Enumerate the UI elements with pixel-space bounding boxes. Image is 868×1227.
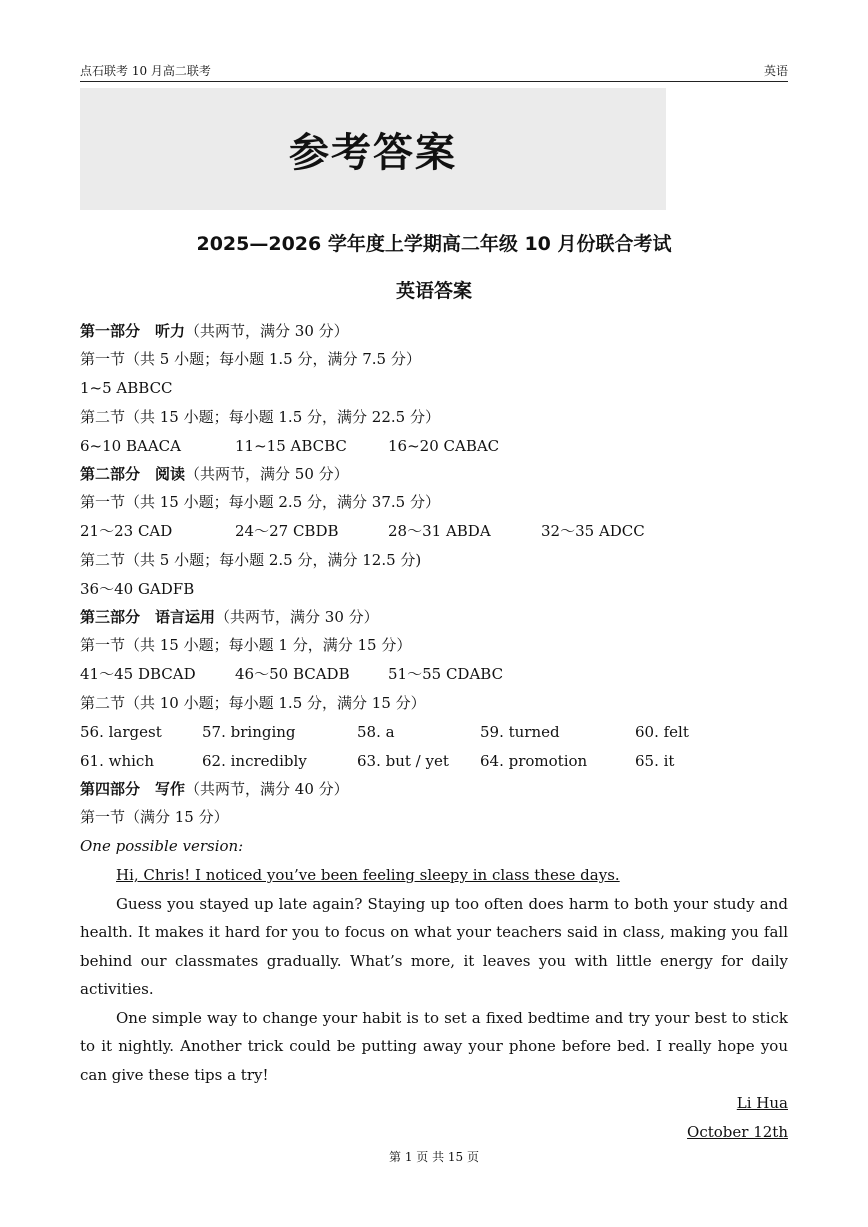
answer-group: 1~5 ABBCC xyxy=(80,379,173,397)
answer-group: 46～50 BCADB xyxy=(235,665,350,683)
answer-item: 58. a xyxy=(357,723,395,741)
part1-sec2-answers xyxy=(80,432,788,461)
answer-group: 32～35 ADCC xyxy=(541,522,645,540)
part2-note: （共两节，满分 50 分） xyxy=(185,465,349,483)
answer-group: 41～45 DBCAD xyxy=(80,665,196,683)
header-left-text: 点石联考 10 月高二联考 xyxy=(80,64,211,78)
answer-item: 64. promotion xyxy=(480,752,588,770)
answer-group: 16~20 CABAC xyxy=(388,437,500,455)
page-header xyxy=(80,62,788,82)
part1-sec1-title: 第一节（共 5 小题；每小题 1.5 分，满分 7.5 分） xyxy=(80,350,421,368)
letter-opening: Hi, Chris! I noticed you’ve been feeling sleepy in class these days. xyxy=(116,866,620,884)
part3-note: （共两节，满分 30 分） xyxy=(215,608,379,626)
answer-item: 60. felt xyxy=(635,723,689,741)
part4-sec1-title: 第一节（满分 15 分） xyxy=(80,808,229,826)
letter-date: October 12th xyxy=(687,1123,788,1141)
answer-item: 56. largest xyxy=(80,723,162,741)
part3-sec1-title: 第一节（共 15 小题；每小题 1 分，满分 15 分） xyxy=(80,636,412,654)
letter-paragraph-1: Guess you stayed up late again? Staying up too often does harm to both your study and health. It makes it hard for you to focus on what your teachers said in class, making you fall behind our classmates gradually. What’s more, it leaves you with little energy for daily activities. xyxy=(80,894,788,998)
part2-sec1-answers xyxy=(80,517,788,546)
answer-item: 62. incredibly xyxy=(202,752,307,770)
part1-sec2-title: 第二节（共 15 小题；每小题 1.5 分，满分 22.5 分） xyxy=(80,408,440,426)
part3-sec1-answers xyxy=(80,660,788,689)
title-banner xyxy=(80,88,666,210)
part3-sec2-title: 第二节（共 10 小题；每小题 1.5 分，满分 15 分） xyxy=(80,694,426,712)
part1-heading xyxy=(80,318,788,345)
page-footer: 第 1 页 共 15 页 xyxy=(389,1150,479,1164)
part4-heading xyxy=(80,776,788,803)
letter-paragraph-2: One simple way to change your habit is to set a fixed bedtime and try your best to stick to it nightly. Another trick could be putting away your phone before bed. I really hope you can give these tips a try! xyxy=(80,1008,788,1084)
part1-sec1-answers xyxy=(80,374,788,403)
answer-item: 65. it xyxy=(635,752,675,770)
part4-note: （共两节，满分 40 分） xyxy=(185,780,349,798)
answer-group: 51～55 CDABC xyxy=(388,665,504,683)
header-right-text: 英语 xyxy=(763,64,788,78)
part2-sec2-title: 第二节（共 5 小题；每小题 2.5 分，满分 12.5 分) xyxy=(80,551,422,569)
version-label: One possible version: xyxy=(80,837,244,855)
part3-title: 第三部分 语言运用 xyxy=(80,608,216,626)
part2-sec2-answers xyxy=(80,575,788,604)
answer-item: 57. bringing xyxy=(202,723,296,741)
answer-content xyxy=(80,318,788,1147)
part4-title: 第四部分 写作 xyxy=(80,780,186,798)
part3-heading xyxy=(80,604,788,631)
answer-group: 21～23 CAD xyxy=(80,522,173,540)
answer-item: 63. but / yet xyxy=(357,752,449,770)
answer-group: 11~15 ABCBC xyxy=(235,437,347,455)
answer-group: 28～31 ABDA xyxy=(388,522,491,540)
banner-title: 参考答案 xyxy=(289,128,457,176)
exam-title: 2025—2026 学年度上学期高二年级 10 月份联合考试 xyxy=(196,233,672,255)
answer-item: 61. which xyxy=(80,752,154,770)
answer-group: 24～27 CBDB xyxy=(235,522,339,540)
part2-sec1-title: 第一节（共 15 小题；每小题 2.5 分，满分 37.5 分） xyxy=(80,493,440,511)
part1-note: （共两节，满分 30 分） xyxy=(185,322,349,340)
part3-sec2-row2 xyxy=(80,747,788,776)
letter-signature: Li Hua xyxy=(736,1094,788,1112)
answer-item: 59. turned xyxy=(480,723,560,741)
answer-title: 英语答案 xyxy=(395,280,472,302)
part2-title: 第二部分 阅读 xyxy=(80,465,186,483)
answer-group: 36～40 GADFB xyxy=(80,580,195,598)
part3-sec2-row1 xyxy=(80,718,788,747)
answer-group: 6~10 BAACA xyxy=(80,437,181,455)
part1-title: 第一部分 听力 xyxy=(80,322,186,340)
part2-heading xyxy=(80,461,788,488)
